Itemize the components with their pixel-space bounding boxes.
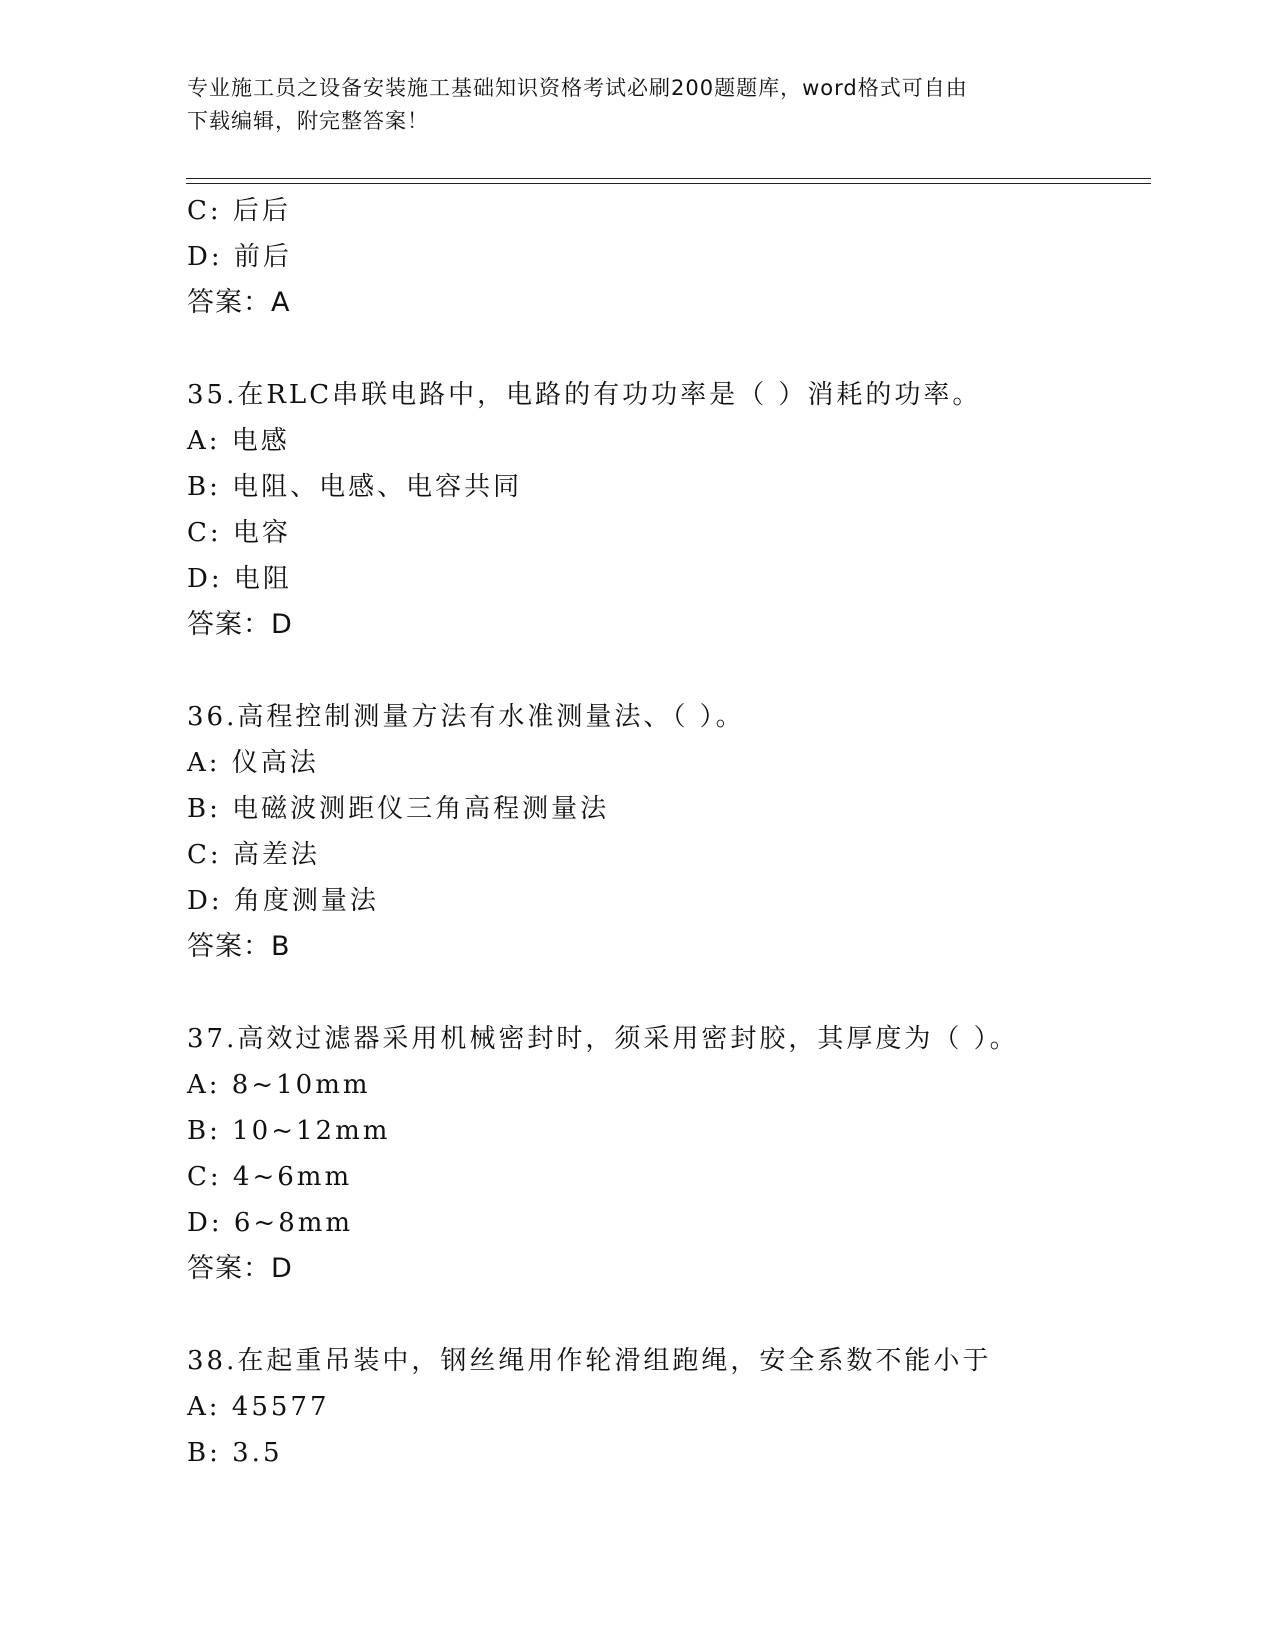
option-c: C: 电容 <box>187 518 291 548</box>
option-c: C: 4~6mm <box>187 1162 353 1192</box>
option-b: B: 电磁波测距仪三角高程测量法 <box>187 794 610 824</box>
question-37 <box>187 1016 1147 1292</box>
option-d: D: 6~8mm <box>187 1208 354 1238</box>
option-c: C: 高差法 <box>187 840 320 870</box>
header-divider-bottom <box>186 183 1151 184</box>
option-d: D: 前后 <box>187 242 292 272</box>
question-list <box>187 188 1147 1476</box>
option-d: D: 电阻 <box>187 564 292 594</box>
option-c: C: 后后 <box>187 196 291 226</box>
question-36 <box>187 694 1147 970</box>
question-38 <box>187 1338 1147 1476</box>
option-a: A: 8~10mm <box>187 1070 371 1100</box>
option-a: A: 45577 <box>187 1392 330 1422</box>
answer-line: 答案：D <box>187 609 293 640</box>
option-b: B: 10~12mm <box>187 1116 391 1146</box>
option-b: B: 电阻、电感、电容共同 <box>187 472 523 502</box>
answer-line: 答案：B <box>187 931 291 962</box>
header-line-2: 下载编辑，附完整答案！ <box>187 109 429 133</box>
option-a: A: 仪高法 <box>187 748 319 778</box>
option-d: D: 角度测量法 <box>187 886 379 916</box>
option-b: B: 3.5 <box>187 1438 283 1468</box>
answer-line: 答案：D <box>187 1253 293 1284</box>
question-stem: 35.在RLC串联电路中，电路的有功功率是（ ）消耗的功率。 <box>187 380 982 410</box>
question-stem: 36.高程控制测量方法有水准测量法、（ ）。 <box>187 702 745 732</box>
header-line-1: 专业施工员之设备安装施工基础知识资格考试必刷200题题库，word格式可自由 <box>187 76 968 100</box>
answer-line: 答案：A <box>187 287 291 318</box>
header-divider-top <box>186 178 1151 179</box>
question-35 <box>187 372 1147 648</box>
option-a: A: 电感 <box>187 426 290 456</box>
document-header <box>187 72 1087 138</box>
question-stem: 37.高效过滤器采用机械密封时，须采用密封胶，其厚度为（ ）。 <box>187 1024 1019 1054</box>
question-stem: 38.在起重吊装中，钢丝绳用作轮滑组跑绳，安全系数不能小于 <box>187 1346 992 1376</box>
